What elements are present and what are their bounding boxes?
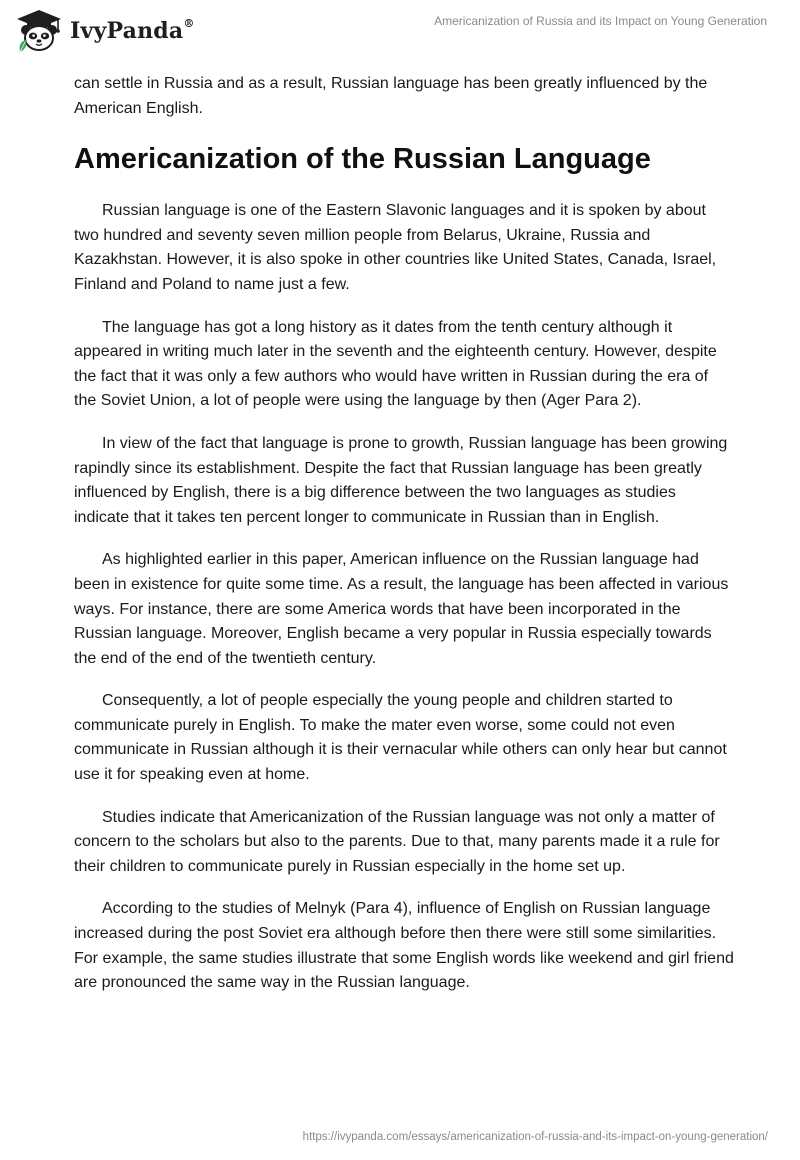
intro-continuation-paragraph: can settle in Russia and as a result, Russian language has been greatly influenced by the American English. [74,75,708,117]
page-header [0,0,800,64]
source-url-link[interactable]: https://ivypanda.com/essays/americanization-of-russia-and-its-impact-on-young-generation/ [302,1131,768,1143]
body-paragraph-4: As highlighted earlier in this paper, American influence on the Russian language had been in existence for quite some time. As a result, the language has been affected in various ways. For instance, there are some America words that have been incorporated in the Russian language. Moreover, English became a very popular in Russia especially towards the end of the end of the twentieth century. [74,551,729,667]
panda-graduate-icon [14,8,64,54]
body-paragraph-1: Russian language is one of the Eastern Slavonic languages and it is spoken by about two hundred and seventy seven million people from Belarus, Ukraine, Russia and Kazakhstan. However, it is also spoke in other countries like United States, Canada, Israel, Finland and Poland to name just a few. [74,202,717,293]
body-paragraph-7: According to the studies of Melnyk (Para 4), influence of English on Russian language increased during the post Soviet era although before then there were still some similarities. For example, the same studies illustrate that some English words like weekend and girl friend are pronounced the same way in the Russian language. [74,900,734,992]
body-paragraph-3: In view of the fact that language is prone to growth, Russian language has been growing rapindly since its establishment. Despite the fact that Russian language has been greatly influenced by English, there is a big difference between the two languages as studies indicate that it takes ten percent longer to communicate in Russian than in English. [74,434,728,526]
section-heading: Americanization of the Russian Language [74,143,651,176]
body-paragraph-6: Studies indicate that Americanization of the Russian language was not only a matter of concern to the scholars but also to the parents. Due to that, many parents made it a rule for their children to communicate purely in Russian especially in the home set up. [74,808,720,875]
essay-content [74,72,734,1014]
body-paragraph-5: Consequently, a lot of people especially the young people and children started to communicate purely in English. To make the mater even worse, some could not even communicate in Russian although it is their vernacular while others can only hear but cannot use it for speaking even at home. [74,692,727,784]
document-title: Americanization of Russia and its Impact on Young Generation [434,14,767,28]
logo-wordmark: IvyPanda® [70,16,195,44]
ivypanda-logo[interactable] [14,8,195,54]
body-paragraph-2: The language has got a long history as it dates from the tenth century although it appeared in writing much later in the seventh and the eighteenth century. However, despite the fact that it was only a few authors who would have written in Russian during the era of the Soviet Union, a lot of people were using the language by then (Ager Para 2). [74,318,717,410]
